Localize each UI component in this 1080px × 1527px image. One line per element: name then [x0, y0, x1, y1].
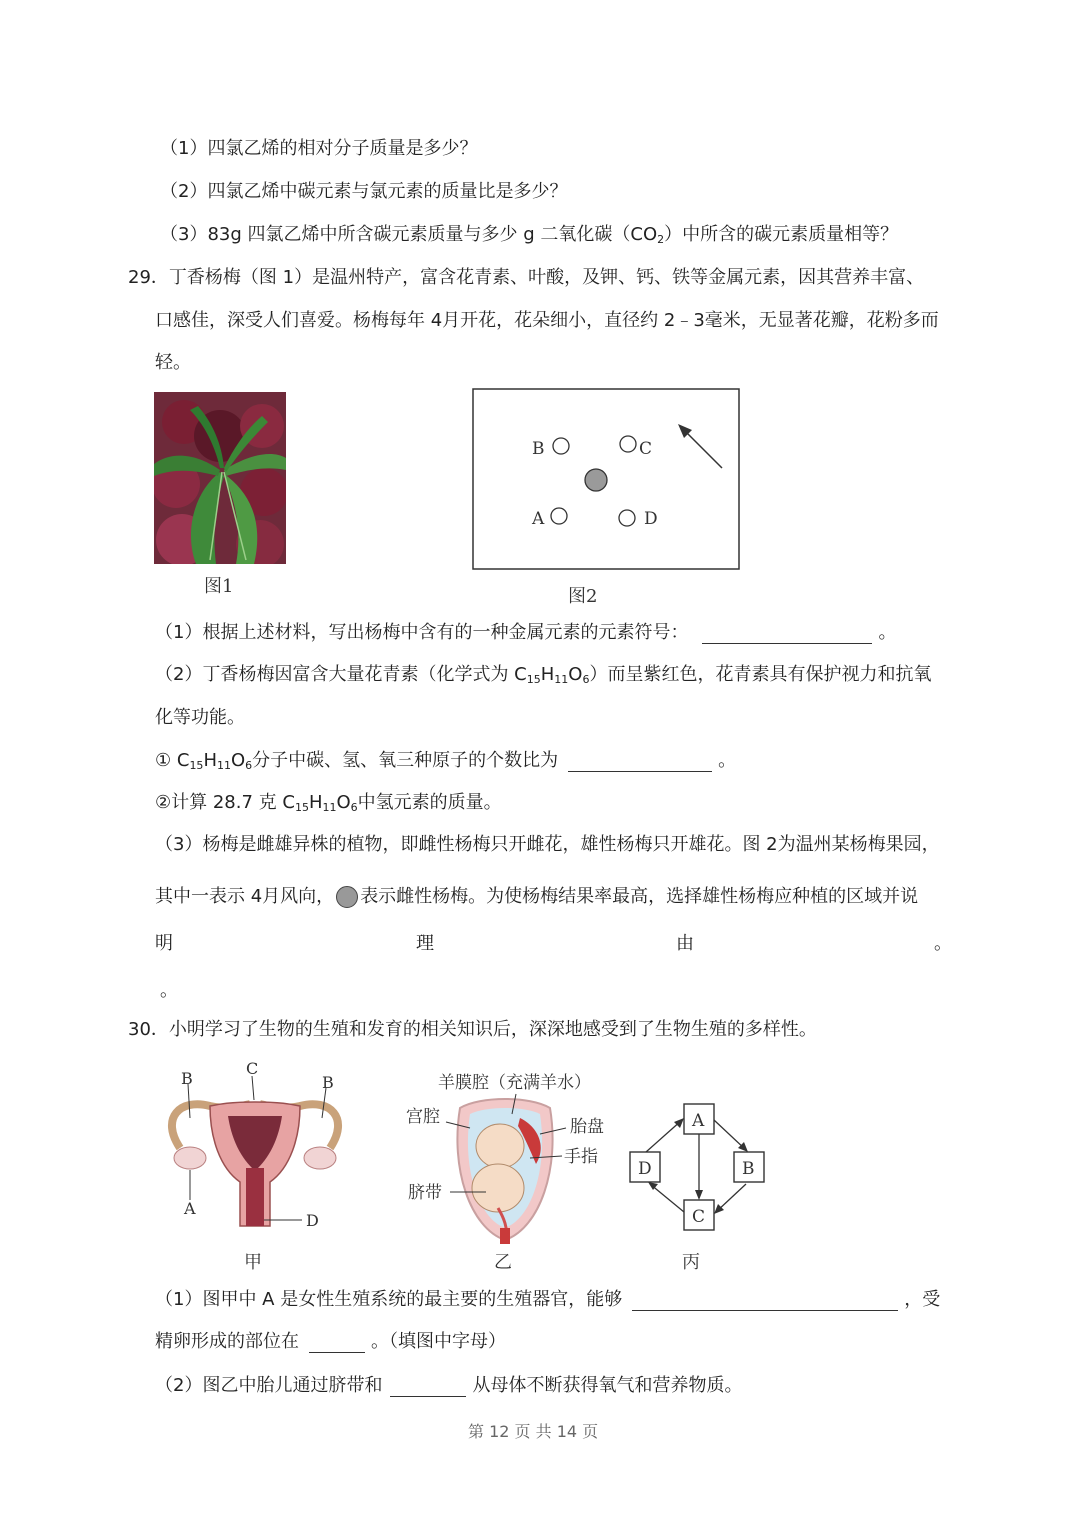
jia-label-d: D	[306, 1211, 319, 1230]
yi-label-placenta: 胎盘	[570, 1117, 604, 1137]
q29-sub2-h: H	[308, 792, 323, 813]
q29-sub1-h: H	[203, 750, 217, 771]
orchard-label-d: D	[644, 509, 658, 529]
q30-placenta-answer-blank[interactable]	[390, 1376, 466, 1397]
orchard-label-b: B	[532, 439, 545, 459]
q29-part1-end: 。	[878, 622, 897, 643]
q30-part2	[155, 1373, 742, 1399]
orchard-tree-b	[553, 438, 569, 454]
cycle-label-a: A	[692, 1111, 705, 1131]
q30-part1-text-b: ，受	[904, 1289, 941, 1310]
orchard-label-a: A	[532, 509, 545, 529]
q29-part2-c-count: 15	[526, 673, 541, 686]
q29-sub2-o-count: 6	[350, 801, 358, 814]
q29-part2-sub2-a: ②计算 28.7 克 C	[155, 792, 295, 813]
orchard-tree-a	[551, 508, 567, 524]
q30-part2-text-b: 从母体不断获得氧气和营养物质。	[472, 1375, 743, 1396]
q29-part1-text: （1）根据上述材料，写出杨梅中含有的一种金属元素的元素符号：	[155, 622, 689, 643]
q28-part3-text-b: ）中所含的碳元素质量相等？	[664, 224, 899, 245]
female-tree-marker	[585, 469, 607, 491]
bayberry-photo	[154, 392, 286, 564]
q29-part2-h-count: 11	[554, 673, 569, 686]
q30-fertilization-answer-blank[interactable]	[309, 1332, 365, 1353]
q28-part2: （2）四氯乙烯中碳元素与氯元素的质量比是多少？	[160, 181, 568, 202]
q29-part2-sub1-b: 分子中碳、氢、氧三种原子的个数比为	[252, 750, 559, 771]
q28-part3	[160, 222, 898, 253]
q29-intro-line1: 29．丁香杨梅（图 1）是温州特产，富含花青素、叶酸，及钾、钙、铁等金属元素，因其营养丰富、	[128, 267, 925, 288]
q29-part3-char4: 。	[934, 933, 952, 954]
q29-part3-end: 。	[160, 980, 178, 1001]
yi-label-finger: 手指	[564, 1147, 598, 1167]
q30-intro: 30．小明学习了生物的生殖和发育的相关知识后，深深地感受到了生物生殖的多样性。	[128, 1019, 817, 1040]
q30-part2-text-a: （2）图乙中胎儿通过脐带和	[155, 1375, 383, 1396]
q29-part3-char3: 由	[676, 933, 694, 954]
q29-ratio-answer-blank[interactable]	[568, 751, 712, 772]
q29-intro-line2: 口感佳，深受人们喜爱。杨梅每年 4月开花，花朵细小，直径约 2﹣3毫米，无显著花瓣，花粉多而	[155, 310, 939, 331]
q29-part2-o-count: 6	[582, 673, 590, 686]
q30-part1-text-c: 精卵形成的部位在	[155, 1331, 299, 1352]
q30-part1-line1	[155, 1287, 940, 1313]
q28-part3-subscript: 2	[657, 233, 665, 246]
q29-part3-char1: 明	[155, 933, 173, 954]
orchard-tree-d	[619, 510, 635, 526]
q30-part1-text-d: 。（填图中字母）	[371, 1331, 506, 1352]
figure-jia-caption: 甲	[244, 1252, 262, 1273]
q29-sub1-o: O	[230, 750, 246, 771]
figure-bing-caption: 丙	[682, 1252, 700, 1273]
jia-label-b-left: B	[181, 1069, 193, 1088]
q29-part3-line2	[155, 884, 918, 910]
q28-part3-text-a: （3）83g 四氯乙烯中所含碳元素质量与多少 g 二氧化碳（CO	[160, 224, 658, 245]
reproductive-system-diagram	[150, 1058, 360, 1238]
q29-part2-sub1-end: 。	[718, 750, 737, 771]
q29-part2	[155, 662, 931, 693]
cycle-label-d: D	[638, 1159, 652, 1179]
q29-sub1-o-count: 6	[245, 759, 253, 772]
q29-part1-answer-blank[interactable]	[702, 623, 872, 644]
figure2-caption: 图2	[568, 586, 598, 607]
q29-part2-h: H	[540, 664, 555, 685]
jia-label-c: C	[246, 1059, 259, 1078]
q30-function-answer-blank[interactable]	[632, 1290, 898, 1311]
yi-label-uterus: 宫腔	[406, 1107, 440, 1127]
yi-label-cord: 脐带	[408, 1183, 442, 1203]
q29-sub1-h-count: 11	[216, 759, 231, 772]
orchard-label-c: C	[639, 439, 653, 459]
q29-sub2-h-count: 11	[322, 801, 337, 814]
page-footer: 第 12 页 共 14 页	[468, 1422, 599, 1441]
cycle-label-c: C	[692, 1207, 706, 1227]
female-tree-symbol-icon	[336, 886, 358, 908]
jia-label-a: A	[184, 1199, 196, 1218]
q29-part2-sub1	[155, 748, 736, 779]
q29-part3-line2-a: 其中一表示 4月风向，	[155, 886, 335, 907]
q29-part2-text-a: （2）丁香杨梅因富含大量花青素（化学式为 C	[155, 664, 527, 685]
cycle-diagram	[626, 1100, 772, 1232]
q29-sub2-o: O	[336, 792, 351, 813]
q29-part1	[155, 620, 896, 646]
q29-part2-o: O	[568, 664, 583, 685]
q29-intro-line3: 轻。	[155, 352, 191, 373]
fetus-diagram	[400, 1068, 615, 1248]
q29-part3-line2-b: 表示雌性杨梅。为使杨梅结果率最高，选择雄性杨梅应种植的区域并说	[360, 886, 919, 907]
q29-part2-sub2	[155, 790, 502, 821]
q29-sub2-c-count: 15	[294, 801, 309, 814]
q29-part2-cont: 化等功能。	[155, 707, 245, 728]
figure1-caption: 图1	[204, 576, 234, 597]
q30-part1-line2	[155, 1329, 506, 1355]
q29-part2-sub1-a: ① C	[155, 750, 190, 771]
q28-part1: （1）四氯乙烯的相对分子质量是多少？	[160, 138, 478, 159]
q29-part3-line1: （3）杨梅是雌雄异株的植物，即雌性杨梅只开雌花，雄性杨梅只开雄花。图 2为温州某杨梅果园，	[155, 834, 940, 855]
figure-yi-caption: 乙	[494, 1252, 512, 1273]
orchard-diagram	[472, 388, 740, 570]
orchard-tree-c	[620, 436, 636, 452]
yi-label-amnion: 羊膜腔（充满羊水）	[438, 1073, 591, 1093]
q30-part1-text-a: （1）图甲中 A 是女性生殖系统的最主要的生殖器官，能够	[155, 1289, 623, 1310]
q29-part3-char2: 理	[416, 933, 434, 954]
q29-sub1-c-count: 15	[189, 759, 204, 772]
cycle-label-b: B	[742, 1159, 755, 1179]
jia-label-b-right: B	[322, 1073, 334, 1092]
q29-part2-sub2-b: 中氢元素的质量。	[357, 792, 502, 813]
q29-part2-text-b: ）而呈紫红色，花青素具有保护视力和抗氧	[589, 664, 932, 685]
